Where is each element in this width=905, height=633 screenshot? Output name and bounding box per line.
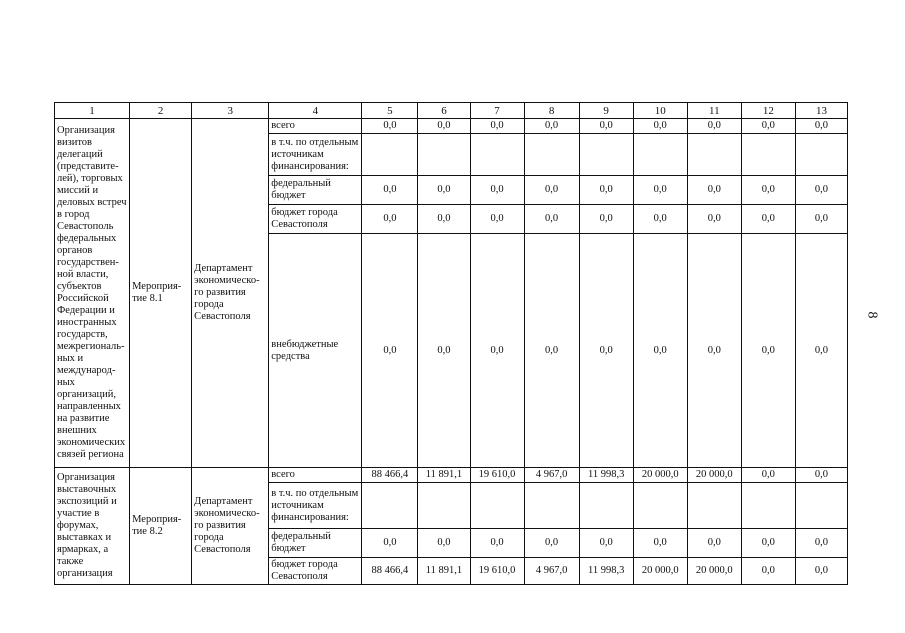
value-cell: 0,0 [795, 529, 847, 558]
value-cell: 0,0 [633, 529, 687, 558]
value-cell: 0,0 [524, 234, 579, 468]
activity-cell: Организация выставочных экспозиций и участие в форумах, выставках и ярмарках, а также организация [55, 468, 130, 585]
value-cell [418, 483, 470, 529]
value-cell: 0,0 [470, 176, 524, 205]
value-cell: 0,0 [362, 205, 418, 234]
value-cell: 0,0 [687, 529, 741, 558]
value-cell [741, 134, 795, 176]
value-cell [795, 134, 847, 176]
value-cell: 20 000,0 [687, 558, 741, 585]
source-cell: в т.ч. по отдельным источникам финансирования: [269, 134, 362, 176]
value-cell: 0,0 [418, 176, 470, 205]
value-cell: 0,0 [470, 119, 524, 134]
executor-cell: Департамент экономическо-го развития города Севастополя [192, 119, 269, 468]
value-cell [633, 483, 687, 529]
value-cell [470, 483, 524, 529]
header-cell: 10 [633, 103, 687, 119]
value-cell: 0,0 [741, 234, 795, 468]
value-cell: 0,0 [524, 119, 579, 134]
value-cell: 11 891,1 [418, 558, 470, 585]
value-cell: 0,0 [470, 205, 524, 234]
value-cell: 0,0 [741, 558, 795, 585]
measure-cell: Мероприя-тие 8.2 [130, 468, 192, 585]
value-cell: 0,0 [741, 529, 795, 558]
value-cell: 19 610,0 [470, 468, 524, 483]
value-cell: 88 466,4 [362, 558, 418, 585]
value-cell: 0,0 [741, 205, 795, 234]
value-cell: 0,0 [524, 176, 579, 205]
header-cell: 9 [579, 103, 633, 119]
page-number: 8 [864, 311, 880, 319]
value-cell [579, 134, 633, 176]
value-cell: 0,0 [362, 119, 418, 134]
value-cell: 88 466,4 [362, 468, 418, 483]
value-cell: 0,0 [362, 529, 418, 558]
table-row [55, 468, 848, 483]
header-cell: 5 [362, 103, 418, 119]
value-cell: 4 967,0 [524, 558, 579, 585]
value-cell: 0,0 [633, 234, 687, 468]
value-cell: 11 891,1 [418, 468, 470, 483]
value-cell: 0,0 [362, 234, 418, 468]
source-cell: бюджет города Севастополя [269, 558, 362, 585]
value-cell: 0,0 [687, 119, 741, 134]
value-cell: 19 610,0 [470, 558, 524, 585]
value-cell: 0,0 [579, 234, 633, 468]
value-cell: 0,0 [362, 176, 418, 205]
header-cell: 1 [55, 103, 130, 119]
value-cell [687, 483, 741, 529]
value-cell [362, 483, 418, 529]
header-cell: 12 [741, 103, 795, 119]
header-cell: 6 [418, 103, 470, 119]
value-cell: 4 967,0 [524, 468, 579, 483]
value-cell: 20 000,0 [633, 558, 687, 585]
source-cell: всего [269, 468, 362, 483]
value-cell: 0,0 [633, 176, 687, 205]
value-cell: 11 998,3 [579, 468, 633, 483]
value-cell: 0,0 [418, 234, 470, 468]
header-cell: 13 [795, 103, 847, 119]
source-cell: в т.ч. по отдельным источникам финансирования: [269, 483, 362, 529]
value-cell: 0,0 [687, 205, 741, 234]
value-cell [687, 134, 741, 176]
value-cell: 0,0 [741, 176, 795, 205]
measure-cell: Мероприя-тие 8.1 [130, 119, 192, 468]
value-cell: 0,0 [795, 234, 847, 468]
source-cell: внебюджетные средства [269, 234, 362, 468]
value-cell: 0,0 [741, 119, 795, 134]
value-cell: 0,0 [795, 468, 847, 483]
header-cell: 2 [130, 103, 192, 119]
value-cell [470, 134, 524, 176]
funding-table [54, 102, 848, 585]
value-cell: 0,0 [687, 234, 741, 468]
header-cell: 8 [524, 103, 579, 119]
value-cell: 0,0 [795, 176, 847, 205]
value-cell [633, 134, 687, 176]
value-cell: 0,0 [579, 176, 633, 205]
executor-cell: Департамент экономическо-го развития города Севастополя [192, 468, 269, 585]
value-cell [524, 483, 579, 529]
value-cell: 0,0 [470, 529, 524, 558]
value-cell: 20 000,0 [687, 468, 741, 483]
source-cell: федеральный бюджет [269, 529, 362, 558]
value-cell [741, 483, 795, 529]
value-cell: 0,0 [795, 119, 847, 134]
value-cell [795, 483, 847, 529]
value-cell: 0,0 [579, 119, 633, 134]
value-cell: 0,0 [795, 558, 847, 585]
activity-cell: Организация визитов делегаций (представите-лей), торговых миссий и деловых встреч в город Севастополь федеральных органов государствен-ной власти, субъектов Российской Федерации и иностранных государств, межрегиональ-ных и международ-ных организаций, направленных на развитие внешних экономических связей региона [55, 119, 130, 468]
value-cell: 0,0 [470, 234, 524, 468]
value-cell: 0,0 [418, 119, 470, 134]
value-cell: 0,0 [524, 205, 579, 234]
header-cell: 11 [687, 103, 741, 119]
value-cell: 0,0 [687, 176, 741, 205]
value-cell [418, 134, 470, 176]
value-cell: 0,0 [795, 205, 847, 234]
value-cell: 0,0 [633, 119, 687, 134]
value-cell [524, 134, 579, 176]
value-cell [362, 134, 418, 176]
table-row [55, 119, 848, 134]
value-cell: 20 000,0 [633, 468, 687, 483]
value-cell: 0,0 [524, 529, 579, 558]
header-cell: 4 [269, 103, 362, 119]
header-cell: 7 [470, 103, 524, 119]
header-row [55, 103, 848, 119]
value-cell: 11 998,3 [579, 558, 633, 585]
value-cell: 0,0 [418, 205, 470, 234]
source-cell: всего [269, 119, 362, 134]
value-cell: 0,0 [579, 205, 633, 234]
value-cell [579, 483, 633, 529]
value-cell: 0,0 [633, 205, 687, 234]
value-cell: 0,0 [741, 468, 795, 483]
header-cell: 3 [192, 103, 269, 119]
value-cell: 0,0 [579, 529, 633, 558]
value-cell: 0,0 [418, 529, 470, 558]
source-cell: бюджет города Севастополя [269, 205, 362, 234]
source-cell: федеральный бюджет [269, 176, 362, 205]
